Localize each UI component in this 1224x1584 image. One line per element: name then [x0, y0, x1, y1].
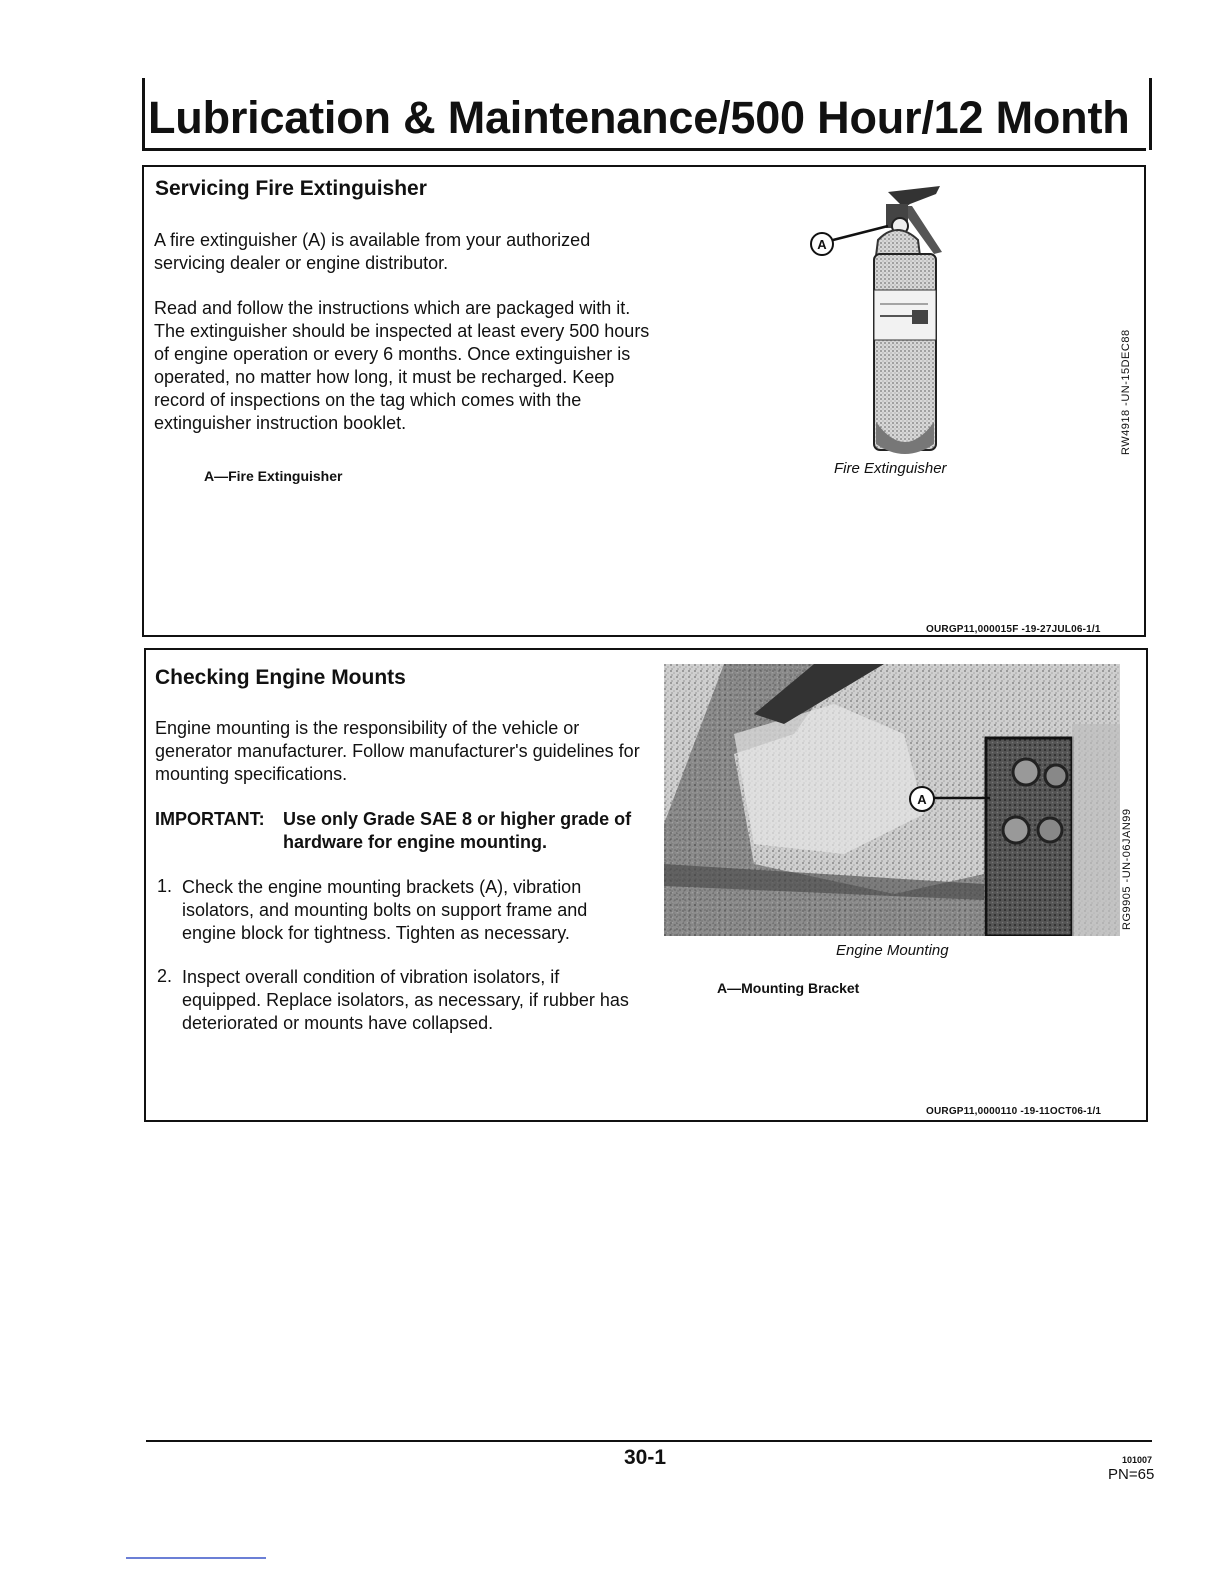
step-number: 2.	[157, 966, 173, 986]
section-heading: Checking Engine Mounts	[155, 666, 406, 689]
step-number: 1.	[157, 876, 173, 896]
step-text: Check the engine mounting brackets (A), vibration isolators, and mounting bolts on support frame and engine block for tightness. Tighten as necessary.	[182, 877, 588, 943]
section-heading: Servicing Fire Extinguisher	[155, 177, 427, 200]
figure-code: RW4918 -UN-15DEC88	[1120, 329, 1132, 455]
footer-pn: PN=65	[1108, 1466, 1155, 1483]
callout-label: A	[817, 237, 827, 252]
figure-caption: Engine Mounting	[836, 942, 949, 959]
step-text: Inspect overall condition of vibration isolators, if equipped. Replace isolators, as necessary, if rubber has deteriorated or mounts have collapsed.	[182, 967, 629, 1033]
reference-code: OURGP11,0000110 -19-11OCT06-1/1	[926, 1106, 1102, 1117]
paragraph: Engine mounting is the responsibility of the vehicle or generator manufacturer. Follow manufacturer's guidelines for mounting specifications.	[155, 718, 640, 784]
engine-mounting-photo	[664, 664, 1120, 936]
page-number: 30-1	[624, 1446, 667, 1469]
title-rule	[142, 148, 1146, 151]
paragraph: Read and follow the instructions which are packaged with it. The extinguisher should be inspected at least every 500 hours of engine operation or every 6 months. Once extinguisher is operated, no matter how long, it must be recharged. Keep record of inspections on the tag which comes with the extinguisher instruction booklet.	[154, 298, 650, 433]
figure-legend: A—Mounting Bracket	[717, 980, 860, 996]
important-text: Use only Grade SAE 8 or higher grade of hardware for engine mounting.	[283, 809, 632, 852]
figure-caption: Fire Extinguisher	[834, 460, 947, 477]
important-label: IMPORTANT:	[155, 809, 265, 829]
footer-rule	[146, 1440, 1152, 1442]
figure-legend: A—Fire Extinguisher	[204, 468, 343, 484]
paragraph: A fire extinguisher (A) is available from your authorized servicing dealer or engine distributor.	[154, 230, 591, 273]
reference-code: OURGP11,000015F -19-27JUL06-1/1	[926, 624, 1101, 635]
figure-code: RG9905 -UN-06JAN99	[1121, 808, 1133, 930]
bottom-link-line	[126, 1557, 266, 1559]
callout-label: A	[917, 792, 927, 807]
footer-code: 101007	[1122, 1455, 1153, 1465]
fire-extinguisher-illustration	[800, 182, 960, 460]
page-title: Lubrication & Maintenance/500 Hour/12 Month	[148, 92, 1130, 143]
